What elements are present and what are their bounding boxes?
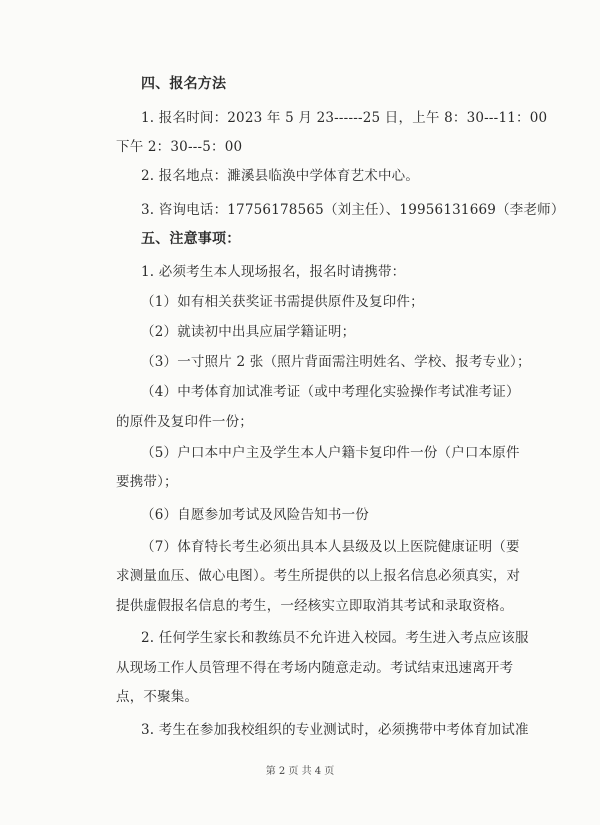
note-item-1: 1. 必须考生本人现场报名，报名时请携带：	[141, 264, 406, 280]
note-sub-7-cont-1: 求测量血压、做心电图）。考生所提供的以上报名信息必须真实，对	[116, 568, 521, 584]
note-sub-7-cont-2: 提供虚假报名信息的考生，一经核实立即取消其考试和录取资格。	[116, 598, 514, 614]
note-sub-4: （4）中考体育加试准考证（或中考理化实验操作考试准考证）	[141, 384, 520, 400]
note-sub-1: （1）如有相关获奖证书需提供原件及复印件；	[141, 294, 424, 310]
section-heading-registration: 四、报名方法	[141, 76, 227, 92]
note-sub-6: （6）自愿参加考试及风险告知书一份	[141, 507, 369, 523]
note-item-2: 2. 任何学生家长和教练员不允许进入校园。考生进入考点应该服	[141, 630, 529, 646]
registration-time-cont: 下午 2：30---5：00	[116, 139, 243, 155]
note-item-2-cont-1: 从现场工作人员管理不得在考场内随意走动。考试结束迅速离开考	[116, 660, 514, 676]
registration-time: 1. 报名时间：2023 年 5 月 23------25 日，上午 8：30---11：00	[141, 110, 548, 126]
note-sub-5-cont: 要携带）；	[116, 474, 178, 490]
page-number-footer: 第 2 页 共 4 页	[265, 766, 335, 777]
note-sub-3: （3）一寸照片 2 张（照片背面需注明姓名、学校、报考专业）；	[141, 354, 531, 370]
note-sub-2: （2）就读初中出具应届学籍证明；	[141, 324, 356, 340]
note-sub-4-cont: 的原件及复印件一份；	[116, 414, 253, 430]
note-item-3: 3. 考生在参加我校组织的专业测试时，必须携带中考体育加试准	[141, 722, 529, 738]
contact-phone: 3. 咨询电话：17756178565（刘主任）、19956131669（李老师）	[141, 202, 565, 218]
note-item-2-cont-2: 点，不聚集。	[116, 689, 199, 705]
registration-location: 2. 报名地点：濉溪县临涣中学体育艺术中心。	[141, 168, 420, 184]
note-sub-5: （5）户口本中户主及学生本人户籍卡复印件一份（户口本原件	[141, 445, 520, 461]
section-heading-notes: 五、注意事项：	[141, 231, 241, 247]
note-sub-7: （7）体育特长考生必须出具本人县级及以上医院健康证明（要	[141, 539, 520, 555]
